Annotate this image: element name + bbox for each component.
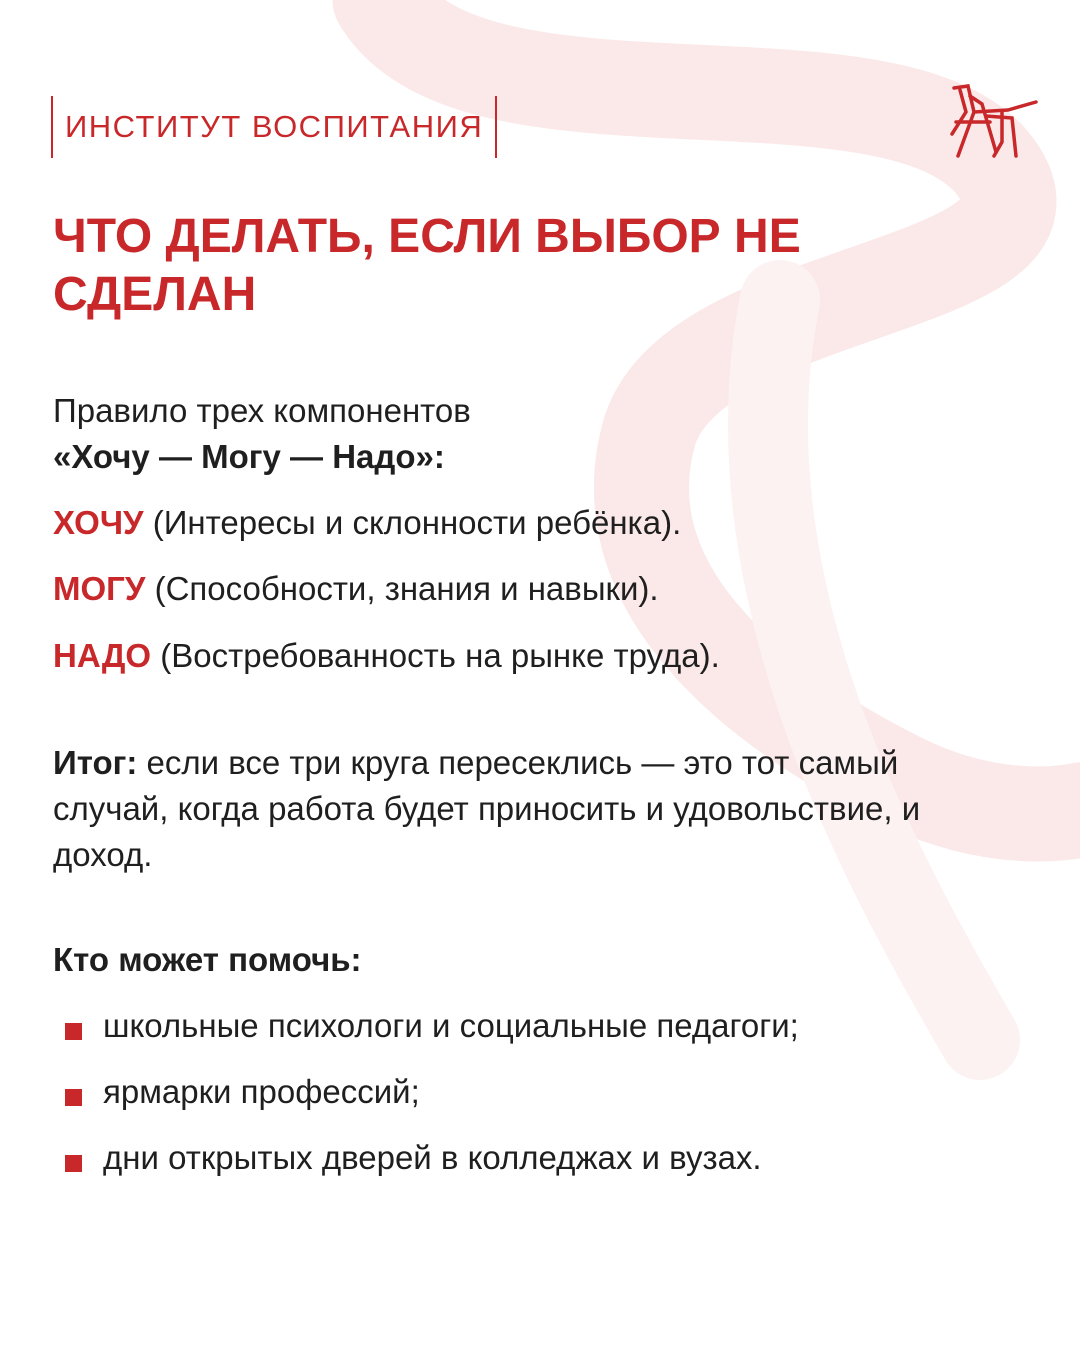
component-key: МОГУ <box>53 570 146 607</box>
list-item <box>53 1003 973 1048</box>
component-key: НАДО <box>53 637 152 674</box>
chair-horse-logo-icon <box>946 82 1042 162</box>
list-item-text: ярмарки профессий; <box>103 1073 420 1110</box>
brand-label <box>51 96 497 158</box>
summary-paragraph <box>53 740 953 878</box>
rule-intro-formula: «Хочу — Могу — Надо»: <box>53 438 445 475</box>
summary-label: Итог: <box>53 744 138 781</box>
list-item <box>53 1135 973 1180</box>
help-list <box>53 1003 973 1201</box>
square-bullet-icon <box>65 1089 82 1106</box>
component-text: (Интересы и склонности ребёнка). <box>143 504 682 541</box>
component-want <box>53 501 681 545</box>
component-can <box>53 567 659 611</box>
rule-intro-line: Правило трех компонентов <box>53 392 471 429</box>
component-text: (Востребованность на рынке труда). <box>151 637 720 674</box>
list-item-text: дни открытых дверей в колледжах и вузах. <box>103 1139 762 1176</box>
component-key: ХОЧУ <box>53 504 144 541</box>
component-need <box>53 634 720 678</box>
square-bullet-icon <box>65 1023 82 1040</box>
summary-text: если все три круга пересеклись — это тот самый случай, когда работа будет приносить и удовольствие, и доход. <box>53 744 921 873</box>
component-text: (Способности, знания и навыки). <box>145 570 659 607</box>
help-heading: Кто может помочь: <box>53 941 362 978</box>
list-item-text: школьные психологи и социальные педагоги; <box>103 1007 799 1044</box>
page-title: ЧТО ДЕЛАТЬ, ЕСЛИ ВЫБОР НЕ СДЕЛАН <box>53 210 801 321</box>
rule-intro <box>53 388 471 480</box>
brand-text: ИНСТИТУТ ВОСПИТАНИЯ <box>65 109 484 144</box>
square-bullet-icon <box>65 1155 82 1172</box>
list-item <box>53 1069 973 1114</box>
